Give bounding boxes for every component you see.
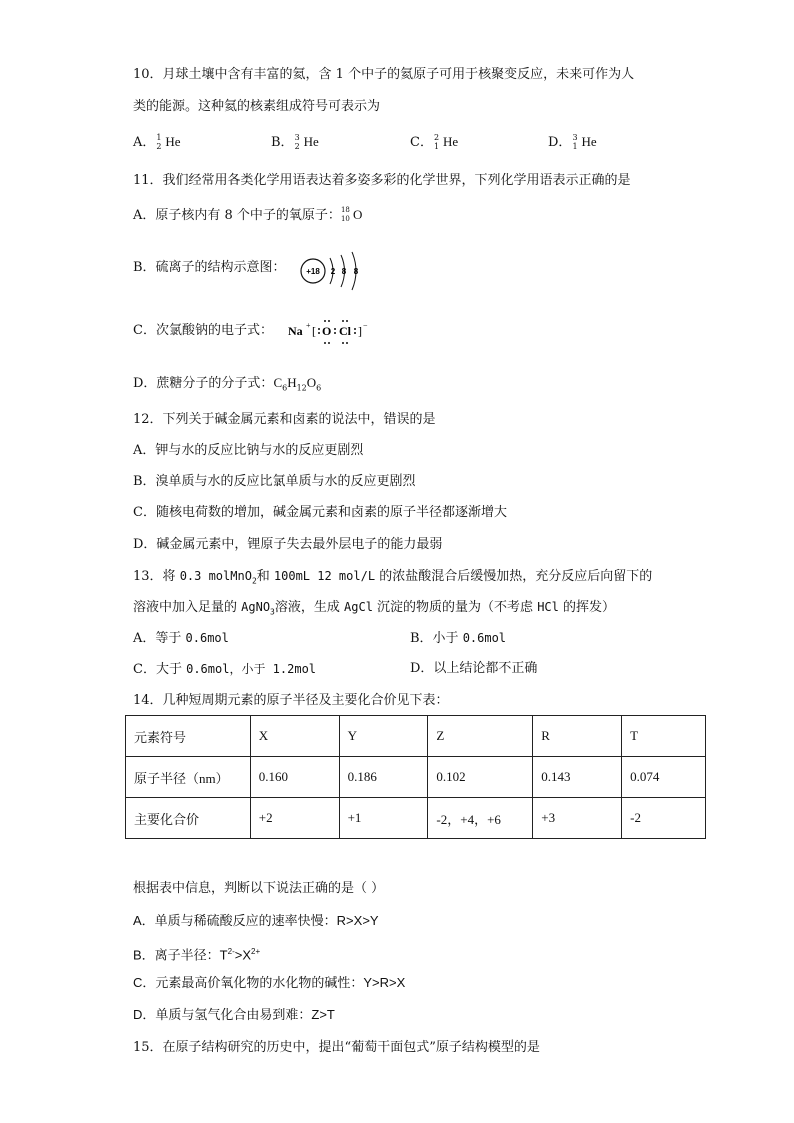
q11-option-d: D．蔗糖分子的分子式：$C_6H_{12}O_6$ xyxy=(133,375,322,393)
table-cell: -2，+4，+6 xyxy=(428,798,533,839)
q13-stem-line2: 溶液中加入足量的 AgNO$_3$溶液，生成 AgCl 沉淀的物质的量为（不考虑 HCl 的挥发） xyxy=(133,600,616,617)
table-row xyxy=(126,757,706,798)
table-cell: Z xyxy=(428,716,533,757)
q10-stem-line2: 类的能源。这种氦的核素组成符号可表示为 xyxy=(133,99,381,114)
svg-text:[: [ xyxy=(312,324,316,338)
element-property-table xyxy=(125,715,706,839)
svg-text:Cl: Cl xyxy=(339,324,351,338)
q10-stem-line1: 10．月球土壤中含有丰富的氦，含 1 个中子的氦原子可用于核聚变反应，未来可作为人 xyxy=(133,67,635,82)
q11-option-b: B．硫离子的结构示意图： xyxy=(133,260,286,275)
table-cell: -2 xyxy=(622,798,706,839)
svg-text:8: 8 xyxy=(353,267,359,276)
table-cell: +1 xyxy=(339,798,428,839)
q12-option-c: C．随核电荷数的增加，碱金属元素和卤素的原子半径都逐渐增大 xyxy=(133,505,507,520)
q12-option-b: B．溴单质与水的反应比氯单质与水的反应更剧烈 xyxy=(133,474,416,489)
table-cell: 0.074 xyxy=(622,757,706,798)
table-cell: Y xyxy=(339,716,428,757)
table-cell: 主要化合价 xyxy=(126,798,251,839)
q14-option-c: C．元素最高价氧化物的水化物的碱性：Y>R>X xyxy=(133,975,406,990)
svg-text:Na: Na xyxy=(288,324,303,338)
table-row xyxy=(126,716,706,757)
svg-text:]: ] xyxy=(358,324,362,338)
q10-option-a: A． 1 2 He xyxy=(133,133,181,151)
q12-option-d: D．碱金属元素中，锂原子失去最外层电子的能力最弱 xyxy=(133,537,443,552)
q10-option-c: C． 2 1 He xyxy=(410,133,459,151)
table-cell: +2 xyxy=(250,798,339,839)
table-row xyxy=(126,798,706,839)
table-cell: 0.186 xyxy=(339,757,428,798)
table-cell: X xyxy=(250,716,339,757)
q13-option-a: A．等于 0.6mol xyxy=(133,631,229,646)
table-cell: 0.160 xyxy=(250,757,339,798)
q11-stem: 11．我们经常用各类化学用语表达着多姿多彩的化学世界，下列化学用语表示正确的是 xyxy=(133,173,631,188)
q10-option-b: B． 3 2 He xyxy=(271,133,319,151)
svg-text:2: 2 xyxy=(330,267,336,276)
svg-text:+18: +18 xyxy=(306,267,320,276)
q13-option-d: D．以上结论都不正确 xyxy=(410,661,538,676)
table-cell: 元素符号 xyxy=(126,716,251,757)
table-cell: R xyxy=(533,716,622,757)
q13-option-b: B．小于 0.6mol xyxy=(410,631,507,646)
q11-option-a: A．原子核内有 8 个中子的氧原子： 18 10 O xyxy=(133,206,363,223)
table-cell: 原子半径（nm） xyxy=(126,757,251,798)
table-cell: +3 xyxy=(533,798,622,839)
q13-option-c: C．大于 0.6mol，小于 1.2mol xyxy=(133,662,317,677)
q14-question: 根据表中信息，判断以下说法正确的是（ ） xyxy=(133,881,385,896)
q10-option-d: D． 3 1 He xyxy=(548,133,597,151)
q13-stem-line1: 13．将 0.3 molMnO$_2$和 100mL 12 mol/L 的浓盐酸混合后缓慢加热，充分反应后向留下的 xyxy=(133,569,653,586)
svg-text:−: − xyxy=(363,321,368,330)
q12-option-a: A．钾与水的反应比钠与水的反应更剧烈 xyxy=(133,443,364,458)
q14-stem: 14．几种短周期元素的原子半径及主要化合价见下表： xyxy=(133,693,449,708)
q14-option-a: A．单质与稀硫酸反应的速率快慢：R>X>Y xyxy=(133,913,379,928)
q11-option-c: C．次氯酸钠的电子式： xyxy=(133,323,273,338)
q12-stem: 12．下列关于碱金属元素和卤素的说法中，错误的是 xyxy=(133,412,436,427)
table-cell: 0.143 xyxy=(533,757,622,798)
table-cell: T xyxy=(622,716,706,757)
q15-stem: 15．在原子结构研究的历史中，提出“葡萄干面包式”原子结构模型的是 xyxy=(133,1040,540,1055)
svg-text:8: 8 xyxy=(341,267,347,276)
q14-option-b: B．离子半径：$T^{2-}>X^{2+}$ xyxy=(133,947,261,963)
sodium-hypochlorite-electron-formula xyxy=(288,316,372,346)
svg-text:O: O xyxy=(322,324,332,338)
svg-text:+: + xyxy=(306,321,311,330)
q14-option-d: D．单质与氢气化合由易到难：Z>T xyxy=(133,1007,335,1022)
table-cell: 0.102 xyxy=(428,757,533,798)
sulfide-ion-structure-diagram xyxy=(296,250,366,294)
